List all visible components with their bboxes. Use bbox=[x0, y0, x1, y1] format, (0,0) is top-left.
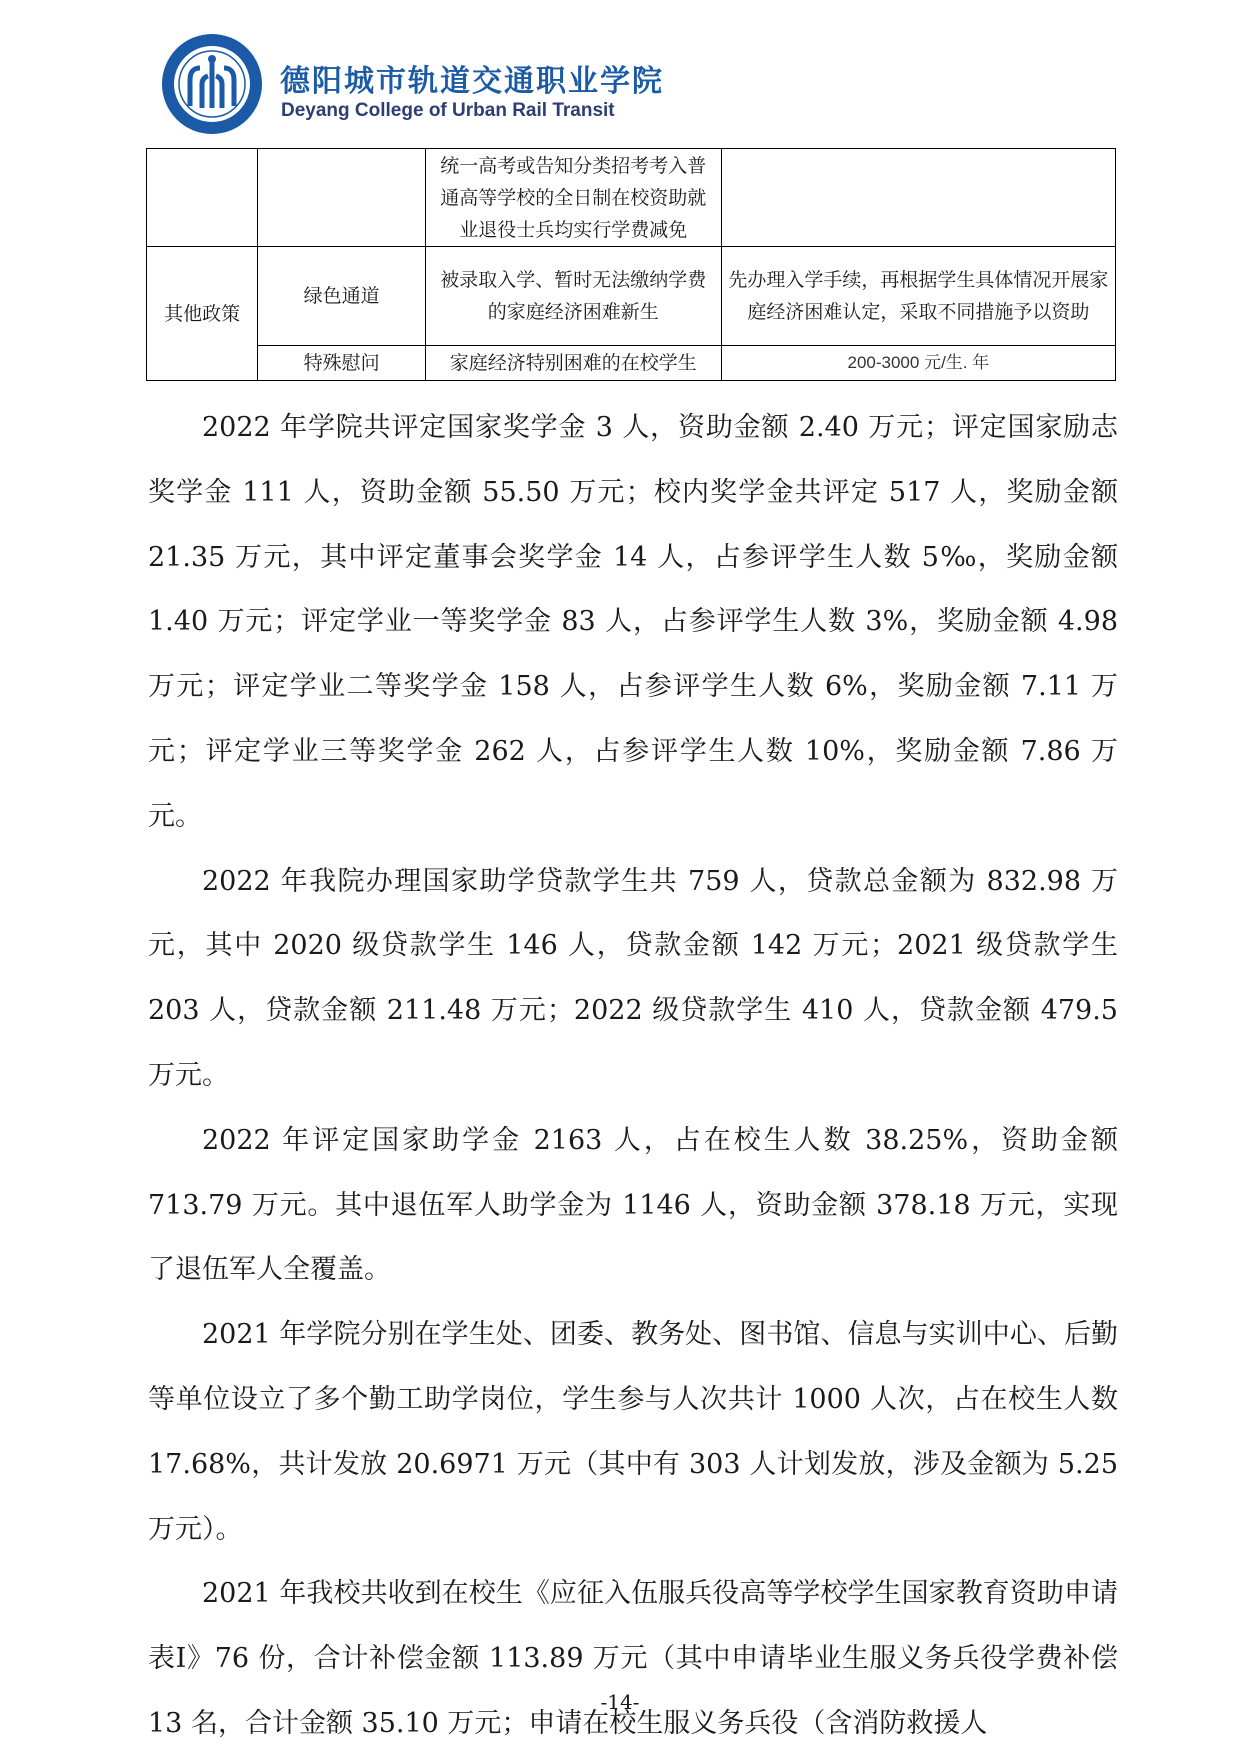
school-name-cn: 德阳城市轨道交通职业学院 bbox=[280, 64, 664, 99]
table-cell bbox=[147, 149, 258, 247]
table-row bbox=[147, 247, 1116, 346]
page-header bbox=[160, 32, 1060, 142]
table-cell: 绿色通道 bbox=[258, 247, 426, 346]
paragraph: 2022 年评定国家助学金 2163 人，占在校生人数 38.25%，资助金额 713.79 万元。其中退伍军人助学金为 1146 人，资助金额 378.18 万元，实现了退伍军人全覆盖。 bbox=[148, 1124, 1118, 1286]
table-cell: 先办理入学手续，再根据学生具体情况开展家庭经济困难认定，采取不同措施予以资助 bbox=[721, 247, 1115, 346]
policy-table bbox=[146, 148, 1116, 381]
table-cell: 特殊慰问 bbox=[258, 346, 426, 381]
table-cell: 200-3000 元/生. 年 bbox=[721, 346, 1115, 381]
table-cell: 统一高考或告知分类招考考入普通高等学校的全日制在校资助就业退役士兵均实行学费减免 bbox=[425, 149, 721, 247]
table-cell bbox=[721, 149, 1115, 247]
table-cell bbox=[258, 149, 426, 247]
table-row bbox=[147, 346, 1116, 381]
table-cell: 家庭经济特别困难的在校学生 bbox=[425, 346, 721, 381]
paragraph: 2021 年学院分别在学生处、团委、教务处、图书馆、信息与实训中心、后勤等单位设立了多个勤工助学岗位，学生参与人次共计 1000 人次，占在校生人数 17.68%，共计发放 20.6971 万元（其中有 303 人计划发放，涉及金额为 5.25 万元）。 bbox=[148, 1319, 1118, 1545]
table-row bbox=[147, 149, 1116, 247]
body-text bbox=[148, 396, 1118, 1757]
paragraph: 2021 年我校共收到在校生《应征入伍服兵役高等学校学生国家教育资助申请表Ⅰ》76 份，合计补偿金额 113.89 万元（其中申请毕业生服义务兵役学费补偿 13 名，合计金额 35.10 万元；申请在校生服义务兵役（含消防救援人 bbox=[148, 1578, 1118, 1739]
policy-group-label: 其他政策 bbox=[147, 247, 258, 381]
paragraph: 2022 年学院共评定国家奖学金 3 人，资助金额 2.40 万元；评定国家励志奖学金 111 人，资助金额 55.50 万元；校内奖学金共评定 517 人，奖励金额 21.35 万元，其中评定董事会奖学金 14 人，占参评学生人数 5‰，奖励金额 1.40 万元；评定学业一等奖学金 83 人，占参评学生人数 3%，奖励金额 4.98 万元；评定学业二等奖学金 158 人，占参评学生人数 6%，奖励金额 7.11 万元；评定学业三等奖学金 262 人，占参评学生人数 10%，奖励金额 7.86 万元。 bbox=[148, 412, 1118, 832]
table-cell: 被录取入学、暂时无法缴纳学费的家庭经济困难新生 bbox=[425, 247, 721, 346]
page-number: -14- bbox=[600, 1690, 640, 1714]
college-logo-icon bbox=[160, 32, 264, 136]
paragraph: 2022 年我院办理国家助学贷款学生共 759 人，贷款总金额为 832.98 万元，其中 2020 级贷款学生 146 人，贷款金额 142 万元；2021 级贷款学生 203 人，贷款金额 211.48 万元；2022 级贷款学生 410 人，贷款金额 479.5 万元。 bbox=[148, 865, 1118, 1091]
school-name-en: Deyang College of Urban Rail Transit bbox=[281, 100, 615, 121]
